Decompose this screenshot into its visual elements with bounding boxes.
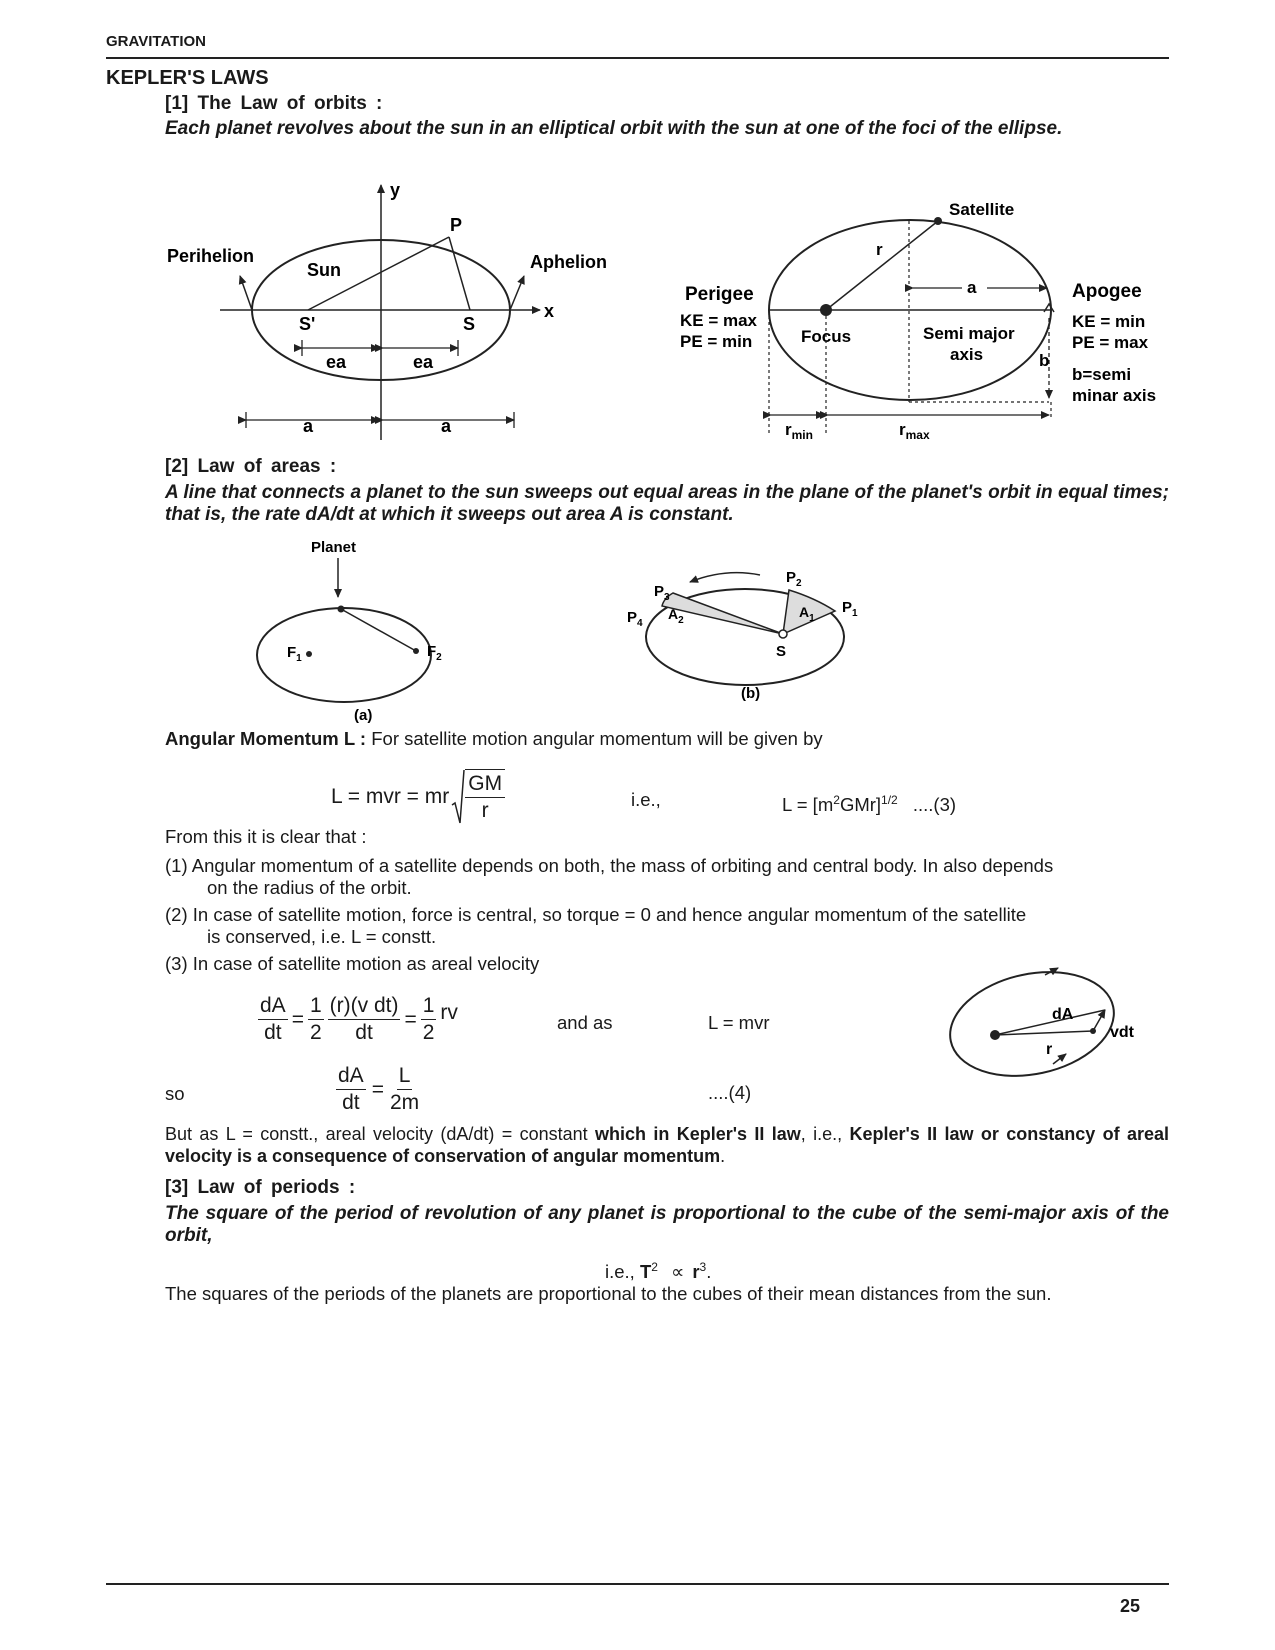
equal-areas-figure-a: [250, 535, 470, 725]
s-label: S: [463, 314, 476, 334]
perigee-pe-label: PE = min: [680, 332, 753, 351]
x-axis-label: x: [544, 301, 555, 321]
a-left-label: a: [303, 416, 314, 436]
f2-label: $F_2$: [427, 643, 442, 663]
caption-a: (a): [354, 707, 373, 724]
semi-major-label-1: Semi major: [923, 324, 1015, 343]
b-label: b: [1039, 351, 1050, 370]
r-max-label: $r_{max}$: [899, 420, 930, 442]
areal-velocity-result: $\frac{dA}{dt}$ = $\frac{L}{2m}$: [338, 1064, 420, 1114]
so-text: so: [165, 1083, 185, 1104]
point-2-line-2: is conserved, i.e. L = constt.: [207, 926, 437, 947]
sqrt-sign: [451, 769, 465, 825]
caption-b: (b): [741, 685, 761, 702]
apogee-pe-label: PE = max: [1072, 333, 1149, 352]
p1-label: $P_1$: [842, 599, 858, 619]
fig-vdt-label: vdt: [1110, 1024, 1134, 1041]
fig-r-label: r: [1046, 1041, 1053, 1058]
law2-statement: A line that connects a planet to the sun sweeps out equal areas in the plane of the planet's orbit in equal times; that is, the rate dA/dt at which it sweeps out area A is constant.: [165, 482, 1169, 525]
focus-label: Focus: [801, 327, 852, 346]
angular-momentum-label: Angular Momentum L :: [165, 728, 367, 749]
ie-label: i.e.,: [631, 789, 661, 810]
law3-proportionality: i.e., $T^2 \propto r^3$.: [605, 1260, 712, 1283]
law3-final-sentence: The squares of the periods of the planets are proportional to the cubes of their mean distances from the sun.: [165, 1283, 1052, 1304]
law3-heading: [3] Law of periods :: [165, 1177, 356, 1198]
point-2-line-1: (2) In case of satellite motion, force is central, so torque = 0 and hence angular momentum of the satellite: [165, 904, 1027, 925]
ea-right-label: ea: [413, 352, 434, 372]
conclusion-paragraph: But as L = constt., areal velocity (dA/dt) = constant which in Kepler's II law, i.e., Kepler's II law or constancy of areal velocity is a consequence of conservation of angular momentum.: [165, 1124, 1169, 1166]
equation-4-number: ....(4): [708, 1082, 752, 1103]
law1-statement: Each planet revolves about the sun in an elliptical orbit with the sun at one of the foci of the ellipse.: [165, 118, 1063, 139]
areal-velocity-equation: $\frac{dA}{dt}$ = $\frac{1}{2}$ $\frac{\text{(r)(v dt)}}{dt}$ = $\frac{1}{2}$ rv: [260, 994, 458, 1044]
point-3: (3) In case of satellite motion as areal velocity: [165, 953, 540, 974]
a1-label: $A_1$: [799, 604, 815, 624]
semi-major-label-2: axis: [950, 345, 984, 364]
r-min-label: $r_{min}$: [785, 420, 813, 442]
perigee-label: Perigee: [685, 284, 754, 305]
and-as-text: and as: [557, 1012, 613, 1033]
sun-label: Sun: [307, 260, 341, 280]
footer-rule: [106, 1583, 1169, 1585]
point-p-label: P: [450, 215, 463, 235]
perihelion-label: Perihelion: [167, 246, 255, 266]
b-semi-label-2: minar axis: [1072, 386, 1157, 405]
apogee-ke-label: KE = min: [1072, 312, 1146, 331]
l-equals-mvr: L = mvr: [708, 1012, 770, 1033]
law3-statement: The square of the period of revolution of any planet is proportional to the cube of the semi-major axis of the orbit,: [165, 1203, 1169, 1246]
angular-momentum-equation-2: $L = [m^2GMr]^{1/2}$ ....(3): [782, 793, 957, 816]
equal-areas-figure-b: [620, 560, 870, 710]
f1-label: $F_1$: [287, 644, 302, 664]
radius-r-label: r: [876, 240, 883, 259]
areal-velocity-figure: [940, 960, 1140, 1080]
page-number: 25: [1119, 1596, 1140, 1616]
aphelion-label: Aphelion: [530, 252, 607, 272]
semi-major-a-label: a: [967, 278, 977, 297]
fig-da-label: dA: [1052, 1006, 1074, 1023]
sun-s-label: S: [776, 643, 787, 660]
satellite-label: Satellite: [949, 200, 1015, 219]
from-this-text: From this it is clear that :: [165, 826, 367, 847]
chapter-header: GRAVITATION: [106, 33, 206, 50]
s-prime-label: S': [299, 314, 316, 334]
ea-left-label: ea: [326, 352, 347, 372]
law2-heading: [2] Law of areas :: [165, 456, 337, 477]
header-rule: [106, 57, 1169, 59]
y-axis-label: y: [390, 180, 401, 200]
point-1-line-2: on the radius of the orbit.: [207, 877, 412, 898]
angular-momentum-intro: Angular Momentum L : For satellite motion angular momentum will be given by: [165, 728, 823, 749]
b-semi-label-1: b=semi: [1072, 365, 1132, 384]
a-right-label: a: [441, 416, 452, 436]
angular-momentum-equation: L = mvr = mr GM r: [331, 768, 505, 826]
section-title: KEPLER'S LAWS: [106, 67, 269, 89]
orbit-ellipse-figure: [150, 170, 610, 440]
p3-label: $P_3$: [654, 583, 670, 603]
p2-label: $P_2$: [786, 569, 802, 589]
planet-label: Planet: [311, 539, 357, 556]
a2-label: $A_2$: [668, 606, 684, 626]
apogee-label: Apogee: [1072, 281, 1142, 302]
perigee-ke-label: KE = max: [680, 311, 758, 330]
satellite-orbit-figure: [670, 190, 1170, 445]
p4-label: $P_4$: [627, 609, 643, 629]
point-1-line-1: (1) Angular momentum of a satellite depends on both, the mass of orbiting and central body. In also depends: [165, 855, 1054, 876]
law1-heading: [1] The Law of orbits :: [165, 93, 383, 114]
